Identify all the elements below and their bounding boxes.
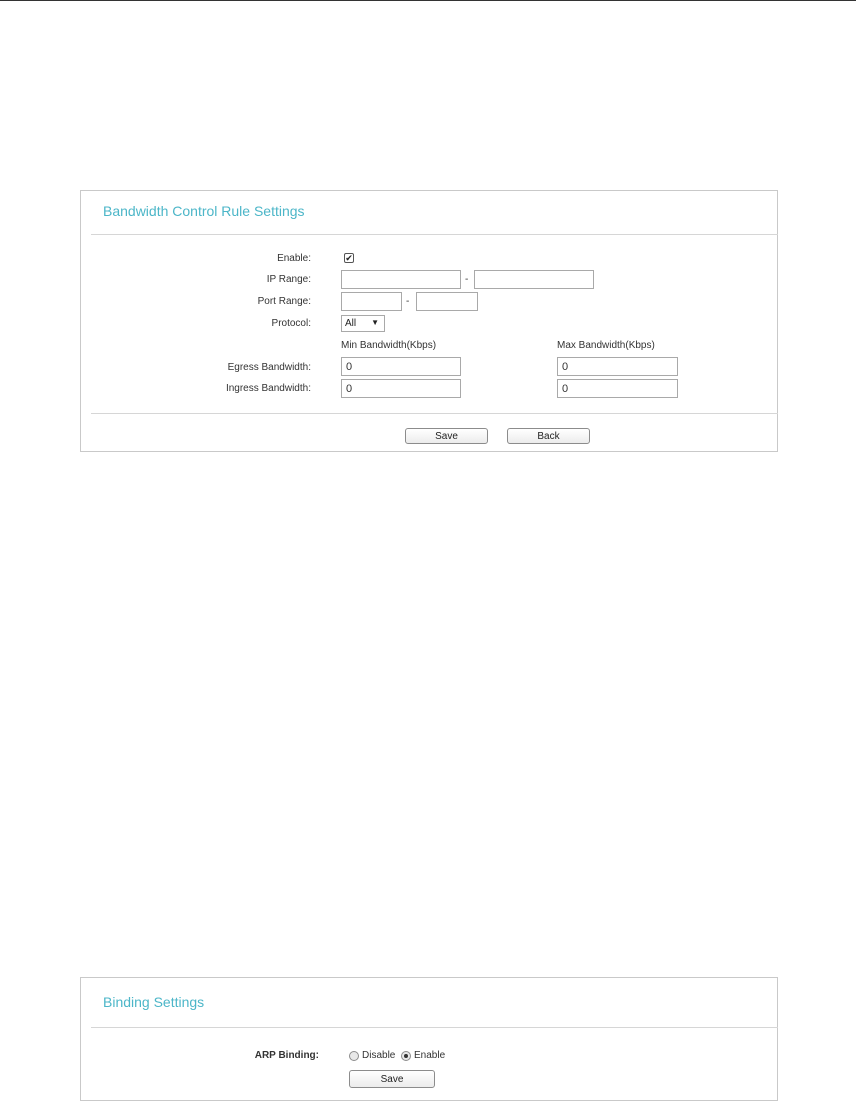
- bandwidth-control-panel: [80, 190, 778, 452]
- ingress-min-input[interactable]: [341, 379, 461, 398]
- port-range-end-input[interactable]: [416, 292, 478, 311]
- protocol-label: Protocol:: [271, 318, 311, 329]
- min-bandwidth-header: Min Bandwidth(Kbps): [341, 340, 437, 351]
- ip-range-label: IP Range:: [266, 274, 311, 285]
- footer-divider: [91, 413, 778, 414]
- arp-binding-enable-label[interactable]: Enable: [414, 1050, 446, 1061]
- ip-range-start-input[interactable]: [341, 270, 461, 289]
- protocol-selected-value: All: [345, 318, 357, 329]
- title-divider: [91, 1027, 778, 1028]
- arp-binding-disable-label[interactable]: Disable: [362, 1050, 396, 1061]
- arp-binding-enable-radio[interactable]: [401, 1051, 411, 1061]
- max-bandwidth-header: Max Bandwidth(Kbps): [557, 340, 655, 351]
- egress-max-input[interactable]: [557, 357, 678, 376]
- ip-range-end-input[interactable]: [474, 270, 594, 289]
- port-range-separator: -: [406, 296, 410, 307]
- check-icon: ✔: [345, 252, 353, 263]
- port-range-start-input[interactable]: [341, 292, 402, 311]
- chevron-down-icon: ▼: [371, 318, 379, 327]
- page-top-rule: [0, 0, 856, 1]
- ip-range-separator: -: [465, 274, 469, 285]
- ingress-max-input[interactable]: [557, 379, 678, 398]
- arp-binding-label: ARP Binding:: [254, 1050, 319, 1061]
- port-range-label: Port Range:: [257, 296, 311, 307]
- binding-save-button[interactable]: Save: [349, 1070, 435, 1088]
- ingress-bandwidth-label: Ingress Bandwidth:: [225, 383, 311, 394]
- enable-label: Enable:: [277, 253, 311, 264]
- panel-title: Binding Settings: [103, 994, 205, 1010]
- arp-binding-disable-radio[interactable]: [349, 1051, 359, 1061]
- enable-checkbox[interactable]: [344, 253, 354, 263]
- title-divider: [91, 234, 778, 235]
- back-button[interactable]: Back: [507, 428, 590, 444]
- binding-settings-panel: [80, 977, 778, 1101]
- panel-title: Bandwidth Control Rule Settings: [103, 203, 305, 219]
- egress-min-input[interactable]: [341, 357, 461, 376]
- protocol-select[interactable]: [341, 315, 385, 332]
- save-button[interactable]: Save: [405, 428, 488, 444]
- egress-bandwidth-label: Egress Bandwidth:: [227, 362, 311, 373]
